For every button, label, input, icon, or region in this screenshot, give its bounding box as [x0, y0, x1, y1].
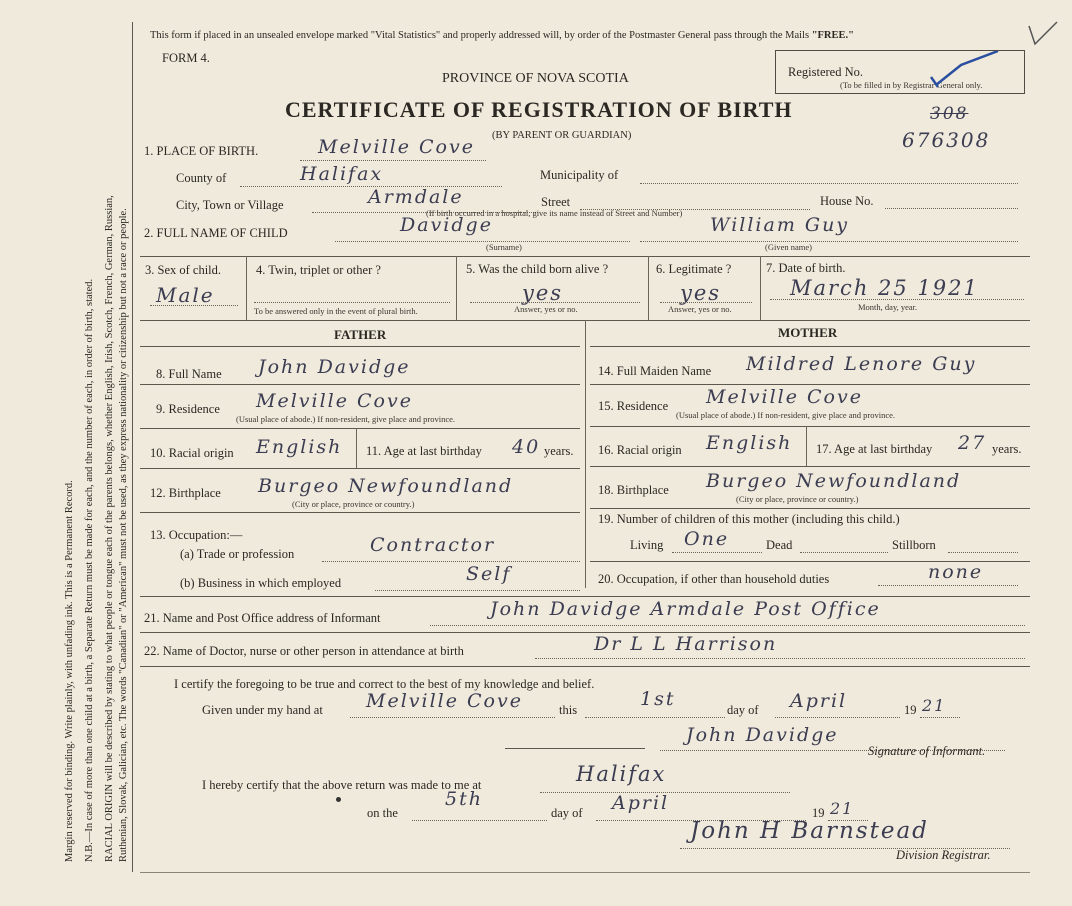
- certificate-title: CERTIFICATE OF REGISTRATION OF BIRTH: [285, 97, 793, 122]
- label-signature-informant: Signature of Informant.: [868, 744, 986, 758]
- registered-box: [775, 50, 1025, 94]
- value-father-residence: Melville Cove: [256, 390, 413, 412]
- label-legitimate: 6. Legitimate ?: [656, 262, 732, 276]
- label-father-birthplace: 12. Birthplace: [150, 486, 221, 500]
- note-hospital: (If birth occurred in a hospital, give its name instead of Street and Number): [426, 208, 683, 218]
- value-made-month: April: [612, 792, 670, 814]
- mail-notice-free: "FREE.": [811, 30, 854, 41]
- label-mother-racial: 16. Racial origin: [598, 443, 682, 457]
- label-place-of-birth: 1. PLACE OF BIRTH.: [144, 144, 259, 158]
- label-year-prefix-2: 19: [812, 806, 825, 820]
- value-doctor: Dr L L Harrison: [594, 633, 778, 655]
- ink-dot: [336, 797, 341, 802]
- value-made-year: 21: [830, 799, 855, 818]
- label-living: Living: [630, 538, 664, 552]
- label-father-racial: 10. Racial origin: [150, 446, 234, 460]
- label-county: County of: [176, 171, 227, 185]
- note-alive: Answer, yes or no.: [514, 304, 578, 314]
- label-father-age: 11. Age at last birthday: [366, 444, 482, 458]
- label-day-of-2: day of: [551, 806, 583, 820]
- label-mother-occupation: 20. Occupation, if other than household duties: [598, 572, 830, 586]
- value-city: Armdale: [368, 186, 464, 208]
- label-father-years: years.: [544, 444, 574, 458]
- value-father-racial: English: [256, 436, 343, 458]
- value-sex: Male: [156, 283, 215, 307]
- label-doctor: 22. Name of Doctor, nurse or other person in attendance at birth: [144, 644, 464, 658]
- mail-notice: [150, 30, 854, 41]
- value-business: Self: [466, 563, 512, 585]
- label-stillborn: Stillborn: [892, 538, 936, 552]
- label-municipality: Municipality of: [540, 168, 619, 182]
- label-city: City, Town or Village: [176, 198, 284, 212]
- heading-father: FATHER: [334, 327, 387, 342]
- reg-number-struck: 308: [930, 104, 969, 124]
- value-living: One: [684, 528, 730, 550]
- value-father-age: 40: [512, 436, 541, 458]
- note-father-birthplace: (City or place, province or country.): [292, 499, 415, 509]
- value-given-day: 1st: [640, 688, 676, 710]
- value-dob: March 25 1921: [790, 276, 979, 300]
- margin-note-2: N.B.—In case of more than one child at a birth, a Separate Return must be made for each, and the number of each, in order of birth, stated.: [84, 278, 95, 862]
- value-alive: yes: [522, 281, 564, 305]
- value-mother-age: 27: [958, 432, 987, 454]
- note-mother-abode: (Usual place of abode.) If non-resident, give place and province.: [676, 410, 896, 420]
- province-heading: PROVINCE OF NOVA SCOTIA: [442, 71, 629, 86]
- form-number: FORM 4.: [162, 51, 210, 65]
- label-mother-birthplace: 18. Birthplace: [598, 483, 669, 497]
- value-father-name: John Davidge: [258, 356, 411, 378]
- mail-notice-text: This form if placed in an unsealed envelope marked "Vital Statistics" and properly addressed will, by order of the Postmaster General pass through the Mails: [150, 30, 810, 41]
- value-given-year: 21: [922, 696, 947, 715]
- reg-number: 676308: [902, 128, 991, 152]
- label-division-registrar: Division Registrar.: [896, 848, 991, 862]
- label-day-of: day of: [727, 703, 759, 717]
- note-legitimate: Answer, yes or no.: [668, 304, 732, 314]
- label-mother-years: years.: [992, 442, 1022, 456]
- value-made-day: 5th: [445, 788, 483, 810]
- label-this: this: [559, 703, 578, 717]
- margin-note-4: Ruthenian, Slovak, Galician, etc. The words "Canadian" or "American" must not be used, as they express nationality or citizenship but not a race or people.: [118, 208, 129, 862]
- label-full-name-child: 2. FULL NAME OF CHILD: [144, 226, 288, 240]
- label-twin: 4. Twin, triplet or other ?: [256, 263, 381, 277]
- value-surname: Davidge: [400, 214, 493, 236]
- label-occupation: 13. Occupation:—: [150, 528, 243, 542]
- label-mother-age: 17. Age at last birthday: [816, 442, 933, 456]
- value-informant: John Davidge Armdale Post Office: [490, 598, 881, 620]
- value-mother-name: Mildred Lenore Guy: [746, 353, 977, 375]
- value-registrar-signature: John H Barnstead: [690, 818, 929, 844]
- registered-check-mark: [776, 51, 1024, 93]
- label-on-the: on the: [367, 806, 398, 820]
- margin-note-1: Margin reserved for binding. Write plainly, with unfading ink. This is a Permanent Record.: [64, 480, 75, 862]
- note-surname: (Surname): [486, 242, 522, 252]
- value-mother-birthplace: Burgeo Newfoundland: [706, 470, 962, 492]
- value-trade: Contractor: [370, 534, 496, 556]
- corner-check-mark: [1025, 20, 1065, 50]
- label-dob: 7. Date of birth.: [766, 261, 846, 275]
- label-year-prefix: 19: [904, 703, 917, 717]
- label-mother-residence: 15. Residence: [598, 399, 669, 413]
- margin-note-3: RACIAL ORIGIN will be described by stating to what people or tongue each of the parents belongs, whether English, Irish, Scotch, French, German, Russian,: [104, 195, 115, 862]
- value-given-name: William Guy: [710, 214, 850, 236]
- label-father-name: 8. Full Name: [156, 367, 222, 381]
- registered-note: (To be filled in by Registrar General only.: [840, 80, 983, 90]
- value-legitimate: yes: [680, 281, 722, 305]
- label-trade: (a) Trade or profession: [180, 547, 295, 561]
- label-father-residence: 9. Residence: [156, 402, 220, 416]
- heading-mother: MOTHER: [778, 325, 838, 340]
- note-father-abode: (Usual place of abode.) If non-resident, give place and province.: [236, 414, 456, 424]
- value-informant-signature: John Davidge: [686, 724, 839, 746]
- value-father-birthplace: Burgeo Newfoundland: [258, 475, 514, 497]
- label-informant: 21. Name and Post Office address of Informant: [144, 611, 381, 625]
- label-dead: Dead: [766, 538, 793, 552]
- label-given-under: Given under my hand at: [202, 703, 323, 717]
- registered-label: Registered No.: [788, 65, 863, 79]
- value-county: Halifax: [300, 163, 384, 185]
- value-mother-racial: English: [706, 432, 793, 454]
- label-mother-name: 14. Full Maiden Name: [598, 364, 712, 378]
- label-house-no: House No.: [820, 194, 874, 208]
- label-sex: 3. Sex of child.: [145, 263, 222, 277]
- value-given-month: April: [790, 690, 848, 712]
- certificate-subtitle: (BY PARENT OR GUARDIAN): [492, 130, 632, 141]
- text-hereby: I hereby certify that the above return was made to me at: [202, 778, 482, 792]
- label-business: (b) Business in which employed: [180, 576, 342, 590]
- margin-rule: [132, 22, 133, 872]
- label-street: Street: [541, 195, 571, 209]
- value-mother-occupation: none: [928, 561, 984, 583]
- note-twin: To be answered only in the event of plural birth.: [254, 306, 418, 316]
- label-children: 19. Number of children of this mother (including this child.): [598, 512, 900, 526]
- note-mother-birthplace: (City or place, province or country.): [736, 494, 859, 504]
- value-made-at: Halifax: [576, 762, 667, 786]
- note-given-name: (Given name): [765, 242, 812, 252]
- note-dob: Month, day, year.: [858, 302, 918, 312]
- value-place-of-birth: Melville Cove: [318, 136, 475, 158]
- label-alive: 5. Was the child born alive ?: [466, 262, 609, 276]
- text-certify: I certify the foregoing to be true and correct to the best of my knowledge and belief.: [174, 677, 595, 691]
- value-given-at: Melville Cove: [366, 690, 523, 712]
- value-mother-residence: Melville Cove: [706, 386, 863, 408]
